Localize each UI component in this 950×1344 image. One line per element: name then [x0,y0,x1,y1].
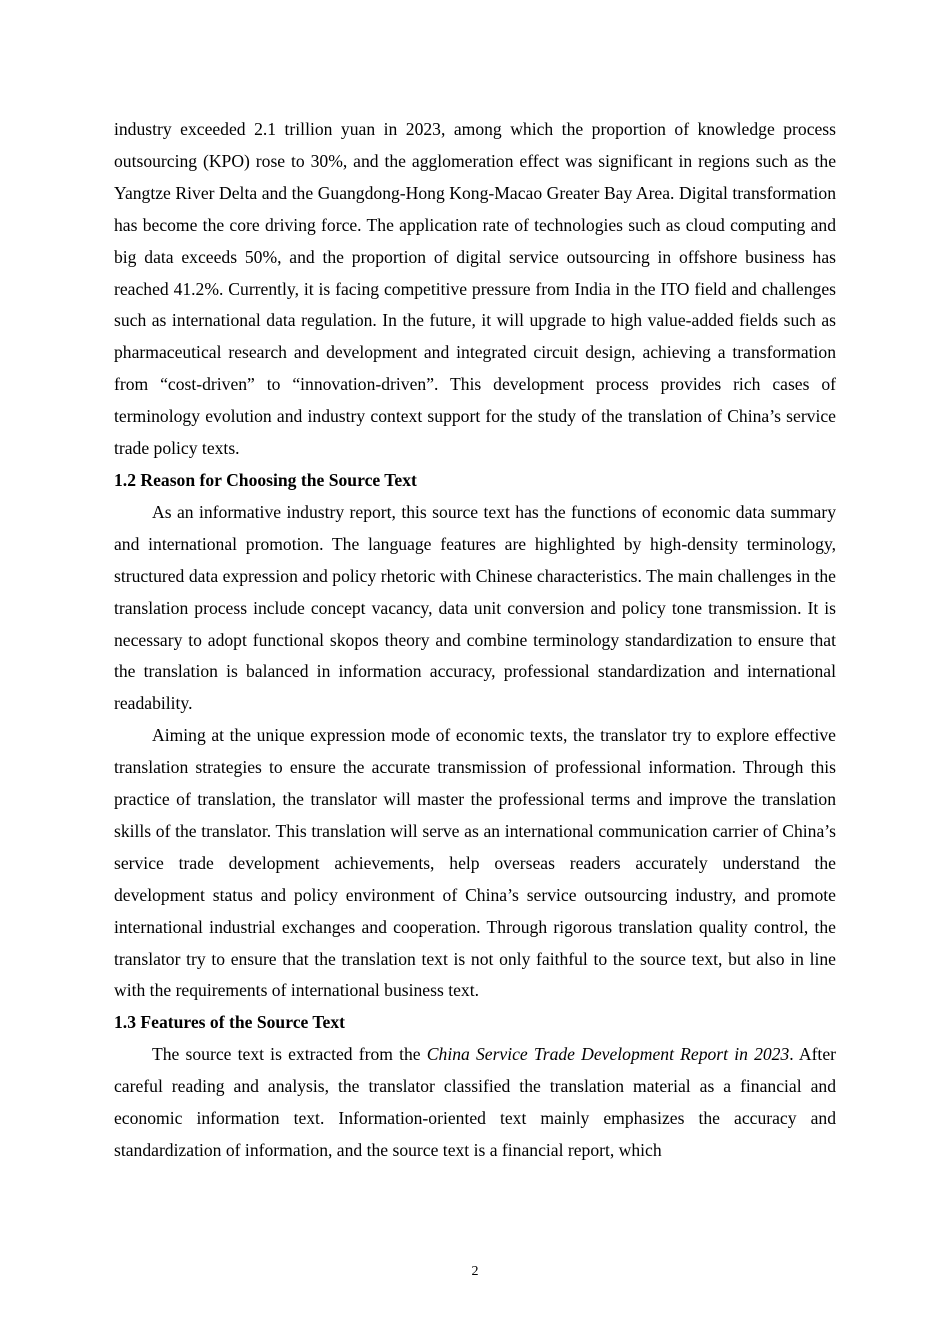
paragraph-text-lead: The source text is extracted from the [152,1044,427,1065]
page-number: 2 [471,1264,479,1279]
report-title-italic: China Service Trade Development Report in 2023 [426,1044,790,1065]
paragraph-source-text-features [114,1039,836,1167]
section-heading-1-2: 1.2 Reason for Choosing the Source Text [114,469,417,490]
section-heading-1-3: 1.3 Features of the Source Text [114,1012,345,1033]
paragraph-text-rest: . After careful reading and analysis, the translator classified the translation material as a financial and economic information text. Information-oriented text mainly emphasizes the accuracy and standardization of information, and the source text is a financial report, which [114,1044,836,1160]
paragraph-industry-overview: industry exceeded 2.1 trillion yuan in 2023, among which the proportion of knowledge process outsourcing (KPO) rose to 30%, and the agglomeration effect was significant in regions such as the Yangtze River Delta and the Guangdong-Hong Kong-Macao Greater Bay Area. Digital transformation has become the core driving force. The application rate of technologies such as cloud computing and big data exceeds 50%, and the proportion of digital service outsourcing in offshore business has reached 41.2%. Currently, it is facing competitive pressure from India in the ITO field and challenges such as international data regulation. In the future, it will upgrade to high value-added fields such as pharmaceutical research and development and integrated circuit design, achieving a transformation from “cost-driven” to “innovation-driven”. This development process provides rich cases of terminology evolution and industry context support for the study of the translation of China’s service trade policy texts. [114,119,836,459]
paragraph-source-text-functions: As an informative industry report, this source text has the functions of economic data summary and international promotion. The language features are highlighted by high-density terminology, structured data expression and policy rhetoric with Chinese characteristics. The main challenges in the translation process include concept vacancy, data unit conversion and policy tone transmission. It is necessary to adopt functional skopos theory and combine terminology standardization to ensure that the translation is balanced in information accuracy, professional standardization and international readability. [114,501,836,714]
document-body [114,114,836,1167]
paragraph-translation-strategies: Aiming at the unique expression mode of economic texts, the translator try to explore effective translation strategies to ensure the accurate transmission of professional information. Through this practice of translation, the translator will master the professional terms and improve the translation skills of the translator. This translation will serve as an international communication carrier of China’s service trade development achievements, help overseas readers accurately understand the development status and policy environment of China’s service outsourcing industry, and promote international industrial exchanges and cooperation. Through rigorous translation quality control, the translator try to ensure that the translation text is not only faithful to the source text, but also in line with the requirements of international business text. [114,725,836,1001]
